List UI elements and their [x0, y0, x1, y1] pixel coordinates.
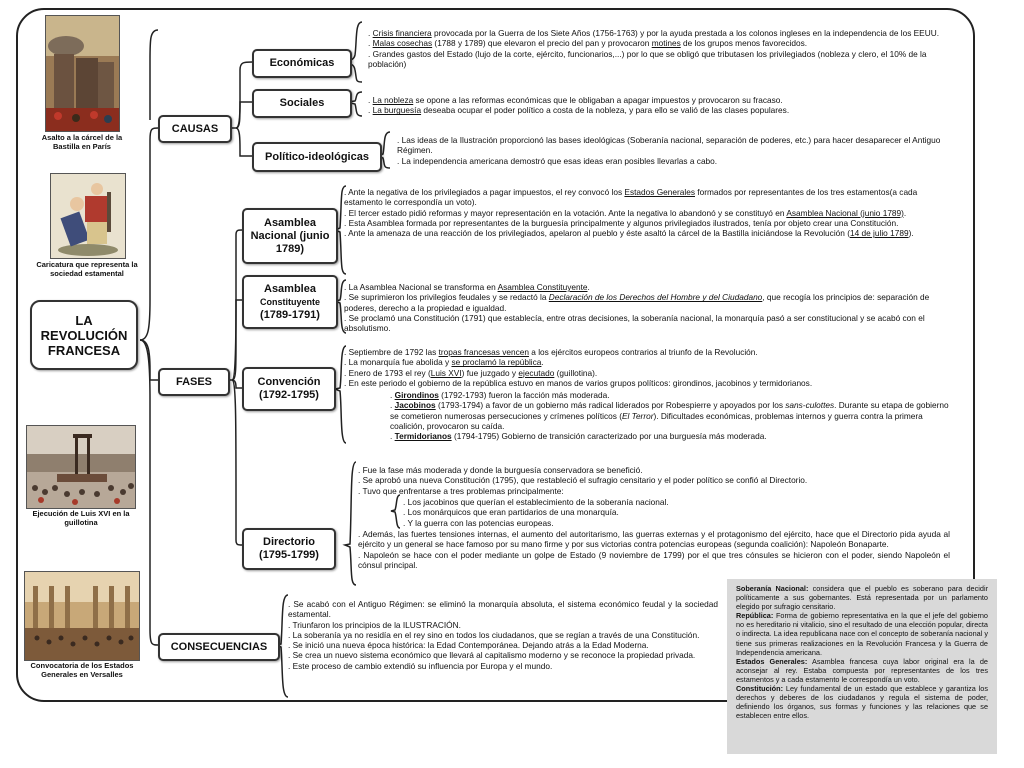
image-caption: Convocatoria de los Estados Generales en Versalles	[30, 661, 134, 679]
page-title	[30, 300, 138, 370]
text-item: . Malas cosechas (1788 y 1789) que elevaron el precio del pan y provocaron motines de los grupos menos favorecidos.	[368, 38, 808, 49]
section-causas-label: CAUSAS	[171, 123, 219, 135]
text-item: . Además, las fuertes tensiones internas, el aumento del autoritarismo, las guerras externas y el protagonismo del ejército, hace que el Directorio pida ayuda al ejército y un general se hace famoso por su mano firme y por sus victorias contra potencias europeas (segunda coalición): Napoleón Bonaparte.	[358, 529, 950, 550]
text-item: . Los jacobinos que querían el establecimiento de la soberanía nacional.	[403, 497, 669, 507]
glossary-definition: Asamblea francesa cuya labor original era la de aconsejar al rey. Estaba compuesta por representantes de los tres estamentos y a cada estamento le correspondía un voto.	[736, 656, 988, 684]
text-item: . Jacobinos (1793-1794) a favor de un gobierno más radical liderados por Robespierre y apoyados por los sans-culottes. Durante su etapa de gobierno se cometieron numerosas persecuciones y crímenes políticos (El Terror). Dificultades económicas, problemas internos y guerra contra la primera coalición, provocaron su caída.	[390, 400, 949, 431]
text-item: . Fue la fase más moderada y donde la burguesía conservadora se benefició.	[358, 465, 643, 475]
text-item: . Napoleón se hace con el poder mediante un golpe de Estado (9 noviembre de 1799) por el que tres cónsules se hicieron con el poder, siendo Napoleón el cónsul principal.	[358, 549, 950, 570]
section-consecuencias-label: CONSECUENCIAS	[170, 641, 268, 653]
convencion-groups-text	[390, 390, 950, 441]
consecuencias-text	[288, 599, 718, 671]
section-consecuencias	[158, 633, 280, 661]
estates-caricature-image	[50, 173, 126, 259]
text-item: . Este proceso de cambio extendió su influencia por Europa y el mundo.	[288, 660, 553, 671]
glossary-definition: Ley fundamental de un estado que establece y garantiza los derechos y deberes de los ciudadanos y regula el sistema de poder, definiendo los órganos, sus formas y funciones y las relaciones que se establecen entre ellos.	[736, 684, 988, 721]
glossary-term: República:	[736, 611, 774, 621]
text-item: . Ante la amenaza de una reacción de los privilegiados, apelaron al pueblo y éste asaltó la cárcel de la Bastilla iniciándose la Revolución (14 de julio 1789).	[344, 228, 914, 239]
image-caption: Asalto a la cárcel de la Bastilla en París	[41, 133, 123, 151]
text-item: . Tuvo que enfrentarse a tres problemas principalmente:	[358, 485, 564, 496]
text-item: . La nobleza se opone a las reformas económicas que le obligaban a apagar impuestos y provocaron su fracaso.	[368, 95, 783, 105]
directorio-text	[358, 465, 948, 496]
glossary-definition: considera que el pueblo es soberano para decidir políticamente a sus gobernantes. Está representada por un parlamento elegido por sufragio censitario.	[736, 584, 988, 612]
text-item: . Crisis financiera provocada por la Guerra de los Siete Años (1756-1763) y por la ayuda prestada a los colonos ingleses en la independencia de los EEUU.	[368, 28, 940, 38]
text-item: . Triunfaron los principios de la ILUSTRACIÓN.	[288, 619, 461, 630]
section-fases	[158, 368, 230, 396]
glossary-term: Soberanía Nacional:	[736, 584, 809, 593]
phase-asamblea-constituyente-label: Asamblea	[264, 282, 316, 295]
section-fases-label: FASES	[175, 376, 213, 388]
text-item: . La soberanía ya no residía en el rey sino en todos los ciudadanos, que se regían a través de una Constitución.	[288, 629, 700, 640]
text-item: . Se aprobó una nueva Constitución (1795), que restableció el sufragio censitario y el poder político se confió al Directorio.	[358, 475, 808, 486]
text-item: . Los monárquicos que eran partidarios de una monarquía.	[403, 507, 619, 518]
cause-sociales-label: Sociales	[279, 97, 325, 109]
phase-asamblea-constituyente-label2: Constituyente	[259, 296, 320, 307]
asamblea-nacional-text	[344, 187, 934, 238]
estates-general-image	[24, 571, 140, 661]
phase-asamblea-constituyente-dates: (1789-1791)	[260, 308, 320, 321]
text-item: . Ante la negativa de los privilegiados a pagar impuestos, el rey convocó los Estados Generales formados por representantes de los tres estamentos(a cada estamento le correspondía un voto).	[344, 187, 918, 208]
cause-economicas-label: Económicas	[269, 57, 335, 69]
phase-asamblea-nacional-label: Asamblea Nacional (junio 1789)	[250, 216, 330, 255]
text-item: . Y la guerra con las potencias europeas.	[403, 517, 554, 528]
glossary-entry	[736, 684, 988, 720]
phase-directorio	[242, 528, 336, 570]
politico-text	[397, 135, 957, 166]
phase-convencion-label: Convención (1792-1795)	[257, 376, 321, 401]
glossary-entry	[736, 611, 988, 656]
text-item: . En este periodo el gobierno de la república estuvo en manos de varios grupos políticos: girondinos, jacobinos y termidorianos.	[344, 377, 813, 388]
text-item: . Grandes gastos del Estado (lujo de la corte, ejército, funcionarios,...) por lo que se obligó que tributasen los privilegiados (nobleza y clero, el 10% de la población)	[368, 48, 927, 69]
bastille-storming-image	[45, 15, 120, 132]
cause-sociales	[252, 89, 352, 118]
glossary-term: Constitución:	[736, 684, 784, 694]
cause-economicas	[252, 49, 352, 78]
glossary-entry	[736, 584, 988, 611]
text-item: . Girondinos (1792-1793) fueron la facción más moderada.	[390, 390, 610, 400]
sociales-text	[368, 95, 928, 116]
text-item: . Esta Asamblea formada por representantes de la burguesía principalmente y algunos privilegiados ilustrados, tenía por objeto crear una Constitución.	[344, 217, 899, 228]
text-item: . Las ideas de la Ilustración proporcionó las bases ideológicas (Soberanía nacional, separación de poderes, etc.) para hacer desaparecer el Antiguo Régimen.	[397, 135, 941, 156]
image-caption: Ejecución de Luis XVI en la guillotina	[32, 509, 130, 527]
directorio-problems-text	[403, 497, 903, 528]
phase-asamblea-constituyente	[242, 275, 338, 329]
directorio-more-text	[358, 529, 950, 570]
page-title-text: LA REVOLUCIÓN FRANCESA	[40, 312, 128, 358]
image-caption: Caricatura que representa la sociedad estamental	[36, 260, 138, 278]
glossary-definition: Forma de gobierno representativa en la que el jefe del gobierno no es hereditario ni vitalicio, sino el resultado de una elección popular, directa o indirecta. La idea republicana nace con el concepto de soberanía nacional y tiene sus primeras realizaciones en la Revolución Francesa y la Guerra de Independencia americana.	[736, 611, 988, 657]
phase-convencion	[242, 367, 336, 411]
glossary-entry	[736, 657, 988, 684]
text-item: . Termidorianos (1794-1795) Gobierno de transición caracterizado por una burguesía más moderada.	[390, 431, 767, 442]
text-item: . Se inició una nueva época histórica: la Edad Contemporánea. Dejando atrás a la Edad Moderna.	[288, 640, 649, 651]
glossary-note	[727, 579, 997, 754]
text-item: . La independencia americana demostró que esas ideas eran posibles llevarlas a cabo.	[397, 155, 718, 166]
convencion-text	[344, 347, 934, 388]
text-item: . Se proclamó una Constitución (1791) que establecía, entre otras decisiones, la soberanía nacional, la monarquía pasó a ser constitucional y se acabó con el absolutismo.	[344, 312, 925, 334]
text-item: . El tercer estado pidió reformas y mayor representación en la votación. Ante la negativa lo abandonó y se constituyó en Asamblea Nacional (junio 1789).	[344, 207, 907, 218]
text-item: . Se acabó con el Antiguo Régimen: se eliminó la monarquía absoluta, el sistema económico feudal y la sociedad estamental.	[288, 599, 718, 620]
cause-politico-label: Político-ideológicas	[265, 150, 369, 163]
phase-directorio-label: Directorio (1795-1799)	[259, 536, 319, 561]
text-item: . Se suprimieron los privilegios feudales y se redactó la Declaración de los Derechos del Hombre y del Ciudadano, que recogía los principios de: separación de poderes, derecho a la propiedad e igualdad.	[344, 292, 930, 313]
text-item: . La monarquía fue abolida y se proclamó la república.	[344, 357, 544, 368]
asamblea-constituyente-text	[344, 282, 934, 333]
phase-asamblea-nacional	[242, 208, 338, 264]
guillotine-execution-image	[26, 425, 136, 509]
section-causas	[158, 115, 232, 143]
text-item: . La burguesía deseaba ocupar el poder político a costa de la nobleza, y para ello se valió de las clases populares.	[368, 105, 790, 116]
text-item: . Se crea un nuevo sistema económico que llevará al capitalismo moderno y se reconoce la propiedad privada.	[288, 650, 696, 661]
text-item: . La Asamblea Nacional se transforma en Asamblea Constituyente.	[344, 282, 590, 292]
cause-politico	[252, 142, 382, 172]
glossary-term: Estados Generales:	[736, 656, 808, 666]
text-item: . Enero de 1793 el rey (Luis XVI) fue juzgado y ejecutado (guillotina).	[344, 367, 598, 378]
economicas-text	[368, 28, 940, 69]
text-item: . Septiembre de 1792 las tropas francesas vencen a los ejércitos europeos contrarios al triunfo de la Revolución.	[344, 347, 758, 357]
